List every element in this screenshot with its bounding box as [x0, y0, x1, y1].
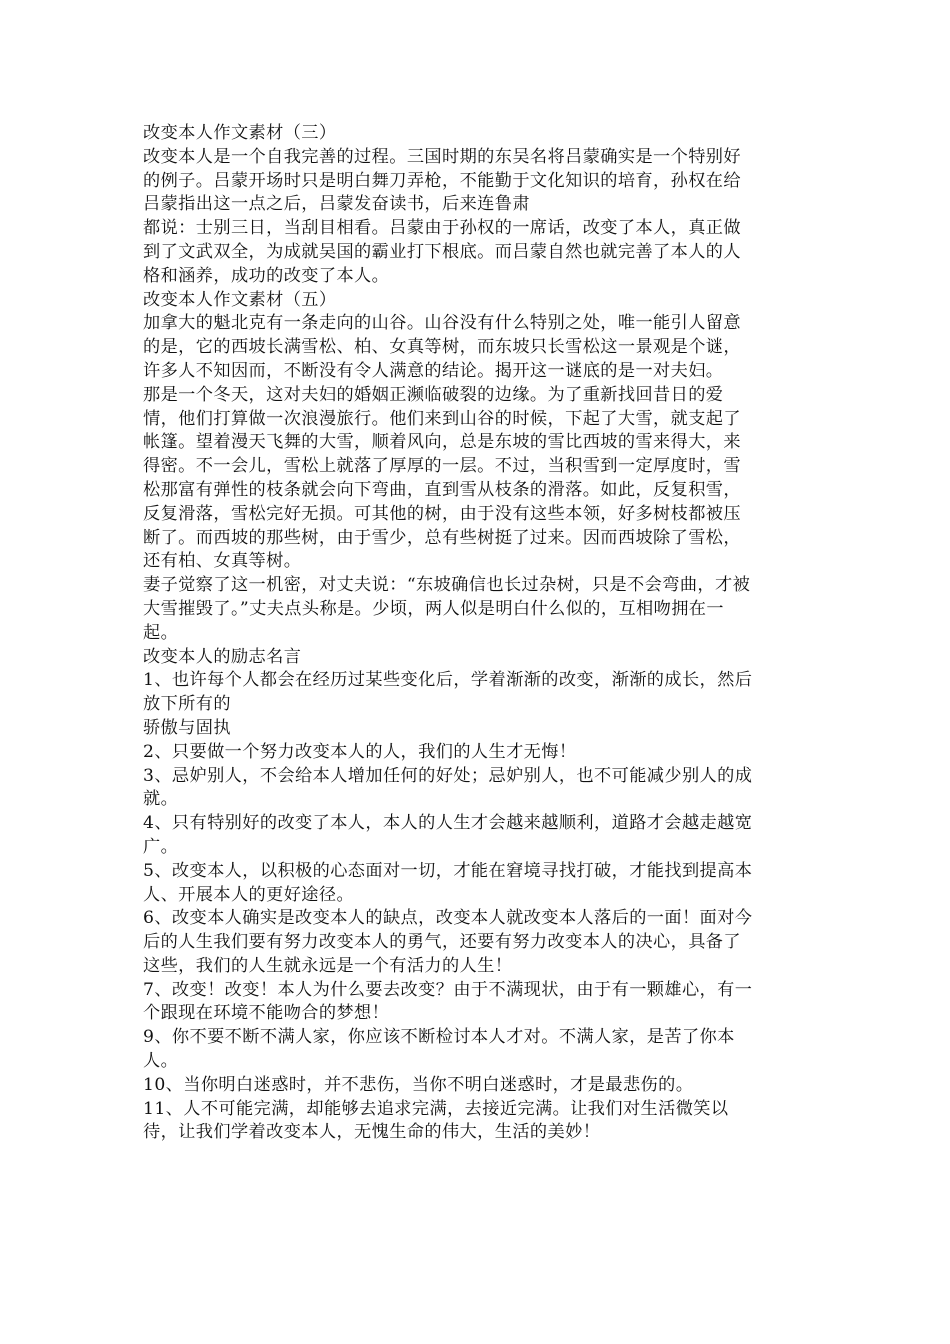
text-line: 改变本人是一个自我完善的过程。三国时期的东吴名将吕蒙确实是一个特别好	[143, 146, 741, 167]
quote-line: 广。	[143, 836, 179, 857]
text-line: 大雪摧毁了。”丈夫点头称是。少顷，两人似是明白什么似的，互相吻拥在一	[143, 598, 724, 619]
quote-line: 待，让我们学着改变本人，无愧生命的伟大，生活的美妙！	[143, 1122, 601, 1143]
quote-line: 3、忌妒别人，不会给本人增加任何的好处；忌妒别人，也不可能减少别人的成	[143, 765, 753, 786]
quote-line: 4、只有特别好的改变了本人，本人的人生才会越来越顺利，道路才会越走越宽	[143, 813, 753, 834]
quote-line: 后的人生我们要有努力改变本人的勇气，还要有努力改变本人的决心，具备了	[143, 932, 741, 953]
text-line: 反复滑落，雪松完好无损。可其他的树，由于没有这些本领，好多树枝都被压	[143, 503, 741, 524]
text-line: 到了文武双全，为成就吴国的霸业打下根底。而吕蒙自然也就完善了本人的人	[143, 241, 741, 262]
heading-quotes: 改变本人的励志名言	[143, 646, 302, 667]
quote-line: 这些，我们的人生就永远是一个有活力的人生！	[143, 955, 513, 976]
text-line: 还有柏、女真等树。	[143, 551, 302, 572]
text-line: 得密。不一会儿，雪松上就落了厚厚的一层。不过，当积雪到一定厚度时，雪	[143, 456, 741, 477]
text-line: 加拿大的魁北克有一条走向的山谷。山谷没有什么特别之处，唯一能引人留意	[143, 313, 741, 334]
text-line: 起。	[143, 622, 179, 643]
quote-line: 人。	[143, 1051, 179, 1072]
text-line: 帐篷。望着漫天飞舞的大雪，顺着风向，总是东坡的雪比西坡的雪来得大，来	[143, 432, 741, 453]
quote-line: 10、当你明白迷惑时，并不悲伤，当你不明白迷惑时，才是最悲伤的。	[143, 1074, 694, 1095]
quote-line: 个跟现在环境不能吻合的梦想！	[143, 1003, 390, 1024]
text-line: 格和涵养，成功的改变了本人。	[143, 265, 390, 286]
text-line: 吕蒙指出这一点之后，吕蒙发奋读书，后来连鲁肃	[143, 194, 530, 215]
quote-line: 2、只要做一个努力改变本人的人，我们的人生才无悔！	[143, 741, 577, 762]
text-line: 松那富有弹性的枝条就会向下弯曲，直到雪从枝条的滑落。如此，反复积雪，	[143, 479, 741, 500]
heading-material-three: 改变本人作文素材（三）	[143, 123, 337, 143]
text-line: 的例子。吕蒙开场时只是明白舞刀弄枪，不能勤于文化知识的培育，孙权在给	[143, 170, 741, 191]
document-body	[143, 122, 811, 1145]
text-line: 断了。而西坡的那些树，由于雪少，总有些树挺了过来。因而西坡除了雪松，	[143, 527, 741, 548]
quote-line: 1、也许每个人都会在经历过某些变化后，学着渐渐的改变，渐渐的成长，然后	[143, 670, 753, 691]
text-line: 那是一个冬天，这对夫妇的婚姻正濒临破裂的边缘。为了重新找回昔日的爱	[143, 384, 724, 405]
quote-line: 11、人不可能完满，却能够去追求完满，去接近完满。让我们对生活微笑以	[143, 1098, 729, 1119]
text-line: 的是，它的西坡长满雪松、柏、女真等树，而东坡只长雪松这一景观是个谜，	[143, 337, 741, 358]
quote-line: 6、改变本人确实是改变本人的缺点，改变本人就改变本人落后的一面！面对今	[143, 908, 753, 929]
quote-line: 7、改变！改变！本人为什么要去改变？由于不满现状，由于有一颗雄心，有一	[143, 979, 753, 1000]
quote-line: 骄傲与固执	[143, 717, 231, 738]
quote-line: 就。	[143, 789, 179, 810]
text-line: 许多人不知因而，不断没有令人满意的结论。揭开这一谜底的是一对夫妇。	[143, 360, 724, 381]
quote-line: 9、你不要不断不满人家，你应该不断检讨本人才对。不满人家，是苦了你本	[143, 1027, 735, 1048]
text-line: 妻子觉察了这一机密，对丈夫说：“东坡确信也长过杂树，只是不会弯曲，才被	[143, 575, 751, 596]
quote-line: 放下所有的	[143, 694, 231, 715]
heading-material-five: 改变本人作文素材（五）	[143, 289, 337, 310]
quote-line: 5、改变本人，以积极的心态面对一切，才能在窘境寻找打破，才能找到提高本	[143, 860, 753, 881]
text-line: 情，他们打算做一次浪漫旅行。他们来到山谷的时候，下起了大雪，就支起了	[143, 408, 741, 429]
text-line: 都说：士别三日，当刮目相看。吕蒙由于孙权的一席话，改变了本人，真正做	[143, 218, 741, 239]
quote-line: 人、开展本人的更好途径。	[143, 884, 355, 905]
